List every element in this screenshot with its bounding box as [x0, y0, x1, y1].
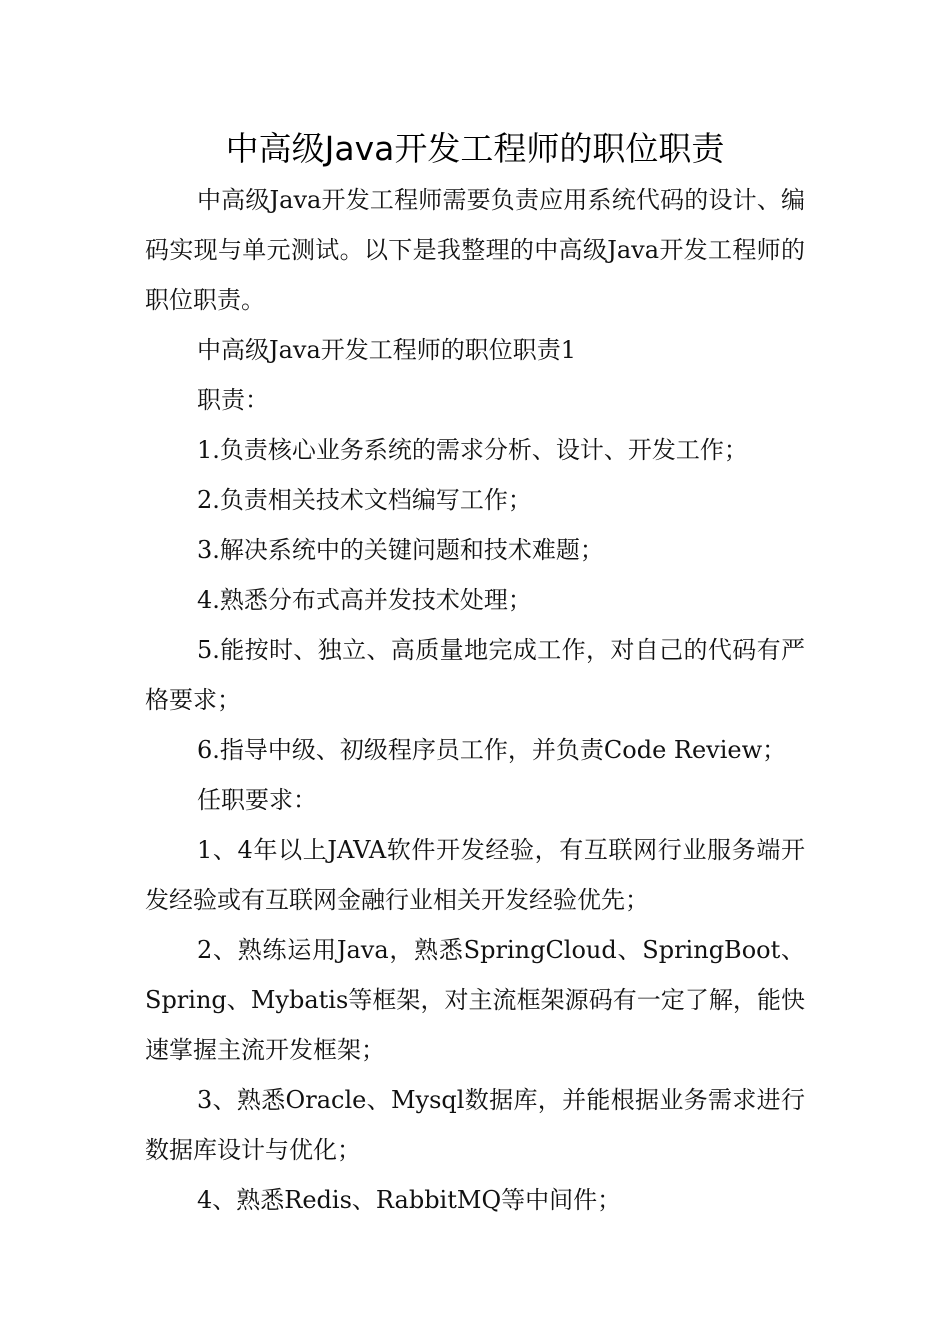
requirement-item-2: 2、熟练运用Java，熟悉SpringCloud、SpringBoot、Spring、Mybatis等框架，对主流框架源码有一定了解，能快速掌握主流开发框架； [145, 936, 805, 1064]
document-title: 中高级Java开发工程师的职位职责 [225, 129, 725, 168]
responsibility-item-5: 5.能按时、独立、高质量地完成工作，对自己的代码有严格要求； [145, 636, 805, 714]
document-body [145, 175, 805, 1225]
section-heading-1: 中高级Java开发工程师的职位职责1 [197, 336, 577, 364]
intro-paragraph: 中高级Java开发工程师需要负责应用系统代码的设计、编码实现与单元测试。以下是我整理的中高级Java开发工程师的职位职责。 [145, 186, 805, 314]
requirement-item-1: 1、4年以上JAVA软件开发经验，有互联网行业服务端开发经验或有互联网金融行业相关开发经验优先； [145, 836, 805, 914]
responsibility-item-1: 1.负责核心业务系统的需求分析、设计、开发工作； [197, 436, 748, 464]
responsibility-item-6: 6.指导中级、初级程序员工作，并负责Code Review； [197, 736, 787, 764]
responsibilities-heading: 职责： [197, 386, 269, 414]
requirements-heading: 任职要求： [197, 786, 317, 814]
responsibility-item-2: 2.负责相关技术文档编写工作； [197, 486, 532, 514]
requirement-item-4: 4、熟悉Redis、RabbitMQ等中间件； [197, 1186, 622, 1214]
requirement-item-3: 3、熟悉Oracle、Mysql数据库，并能根据业务需求进行数据库设计与优化； [145, 1086, 805, 1164]
responsibility-item-4: 4.熟悉分布式高并发技术处理； [197, 586, 532, 614]
responsibility-item-3: 3.解决系统中的关键问题和技术难题； [197, 536, 604, 564]
